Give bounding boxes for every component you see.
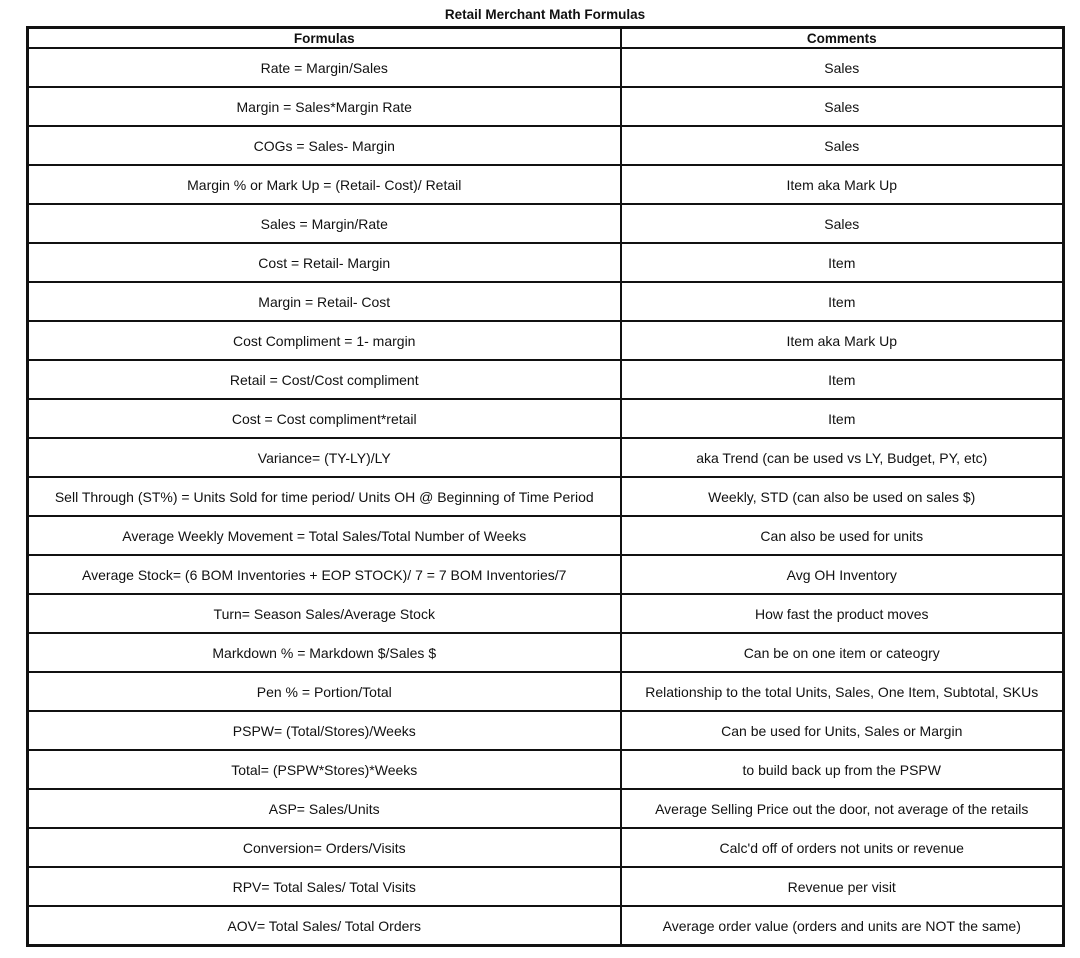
- formula-cell: Average Weekly Movement = Total Sales/Total Number of Weeks: [28, 516, 621, 555]
- table-row: [28, 516, 1064, 555]
- table-row: [28, 321, 1064, 360]
- formula-cell: Total= (PSPW*Stores)*Weeks: [28, 750, 621, 789]
- table-row: [28, 867, 1064, 906]
- formula-cell: Sales = Margin/Rate: [28, 204, 621, 243]
- table-row: [28, 750, 1064, 789]
- table-row: [28, 360, 1064, 399]
- table-row: [28, 555, 1064, 594]
- formula-cell: Markdown % = Markdown $/Sales $: [28, 633, 621, 672]
- comment-cell: Can be on one item or cateogry: [621, 633, 1064, 672]
- table-row: [28, 204, 1064, 243]
- formula-cell: ASP= Sales/Units: [28, 789, 621, 828]
- formula-cell: Turn= Season Sales/Average Stock: [28, 594, 621, 633]
- formulas-column-header: Formulas: [28, 28, 621, 49]
- table-row: [28, 48, 1064, 87]
- formula-cell: Sell Through (ST%) = Units Sold for time period/ Units OH @ Beginning of Time Period: [28, 477, 621, 516]
- comment-cell: Item: [621, 243, 1064, 282]
- comment-cell: How fast the product moves: [621, 594, 1064, 633]
- comment-cell: Sales: [621, 126, 1064, 165]
- formula-cell: COGs = Sales- Margin: [28, 126, 621, 165]
- table-row: [28, 243, 1064, 282]
- table-row: [28, 438, 1064, 477]
- comment-cell: Item aka Mark Up: [621, 321, 1064, 360]
- table-row: [28, 594, 1064, 633]
- formula-cell: PSPW= (Total/Stores)/Weeks: [28, 711, 621, 750]
- comment-cell: Item: [621, 360, 1064, 399]
- table-row: [28, 789, 1064, 828]
- comment-cell: Item: [621, 399, 1064, 438]
- table-row: [28, 906, 1064, 946]
- comments-column-header: Comments: [621, 28, 1064, 49]
- formula-cell: Margin = Sales*Margin Rate: [28, 87, 621, 126]
- table-row: [28, 282, 1064, 321]
- formula-cell: Cost Compliment = 1- margin: [28, 321, 621, 360]
- formula-cell: Average Stock= (6 BOM Inventories + EOP STOCK)/ 7 = 7 BOM Inventories/7: [28, 555, 621, 594]
- formulas-table: [26, 26, 1065, 947]
- formula-cell: Margin % or Mark Up = (Retail- Cost)/ Retail: [28, 165, 621, 204]
- comment-cell: Revenue per visit: [621, 867, 1064, 906]
- comment-cell: Item aka Mark Up: [621, 165, 1064, 204]
- comment-cell: Relationship to the total Units, Sales, One Item, Subtotal, SKUs: [621, 672, 1064, 711]
- document-title: Retail Merchant Math Formulas: [444, 7, 646, 22]
- table-row: [28, 633, 1064, 672]
- comment-cell: Can also be used for units: [621, 516, 1064, 555]
- comment-cell: Weekly, STD (can also be used on sales $): [621, 477, 1064, 516]
- comment-cell: Average order value (orders and units are NOT the same): [621, 906, 1064, 946]
- formula-cell: Margin = Retail- Cost: [28, 282, 621, 321]
- table-row: [28, 477, 1064, 516]
- table-header-row: [28, 28, 1064, 49]
- formula-cell: Conversion= Orders/Visits: [28, 828, 621, 867]
- table-row: [28, 87, 1064, 126]
- comment-cell: Can be used for Units, Sales or Margin: [621, 711, 1064, 750]
- comment-cell: Average Selling Price out the door, not average of the retails: [621, 789, 1064, 828]
- comment-cell: Item: [621, 282, 1064, 321]
- formula-cell: Rate = Margin/Sales: [28, 48, 621, 87]
- formula-cell: Retail = Cost/Cost compliment: [28, 360, 621, 399]
- formula-cell: Variance= (TY-LY)/LY: [28, 438, 621, 477]
- comment-cell: Sales: [621, 204, 1064, 243]
- table-row: [28, 828, 1064, 867]
- comment-cell: Calc'd off of orders not units or revenue: [621, 828, 1064, 867]
- formula-cell: Cost = Cost compliment*retail: [28, 399, 621, 438]
- comment-cell: Sales: [621, 48, 1064, 87]
- comment-cell: aka Trend (can be used vs LY, Budget, PY, etc): [621, 438, 1064, 477]
- formula-cell: Pen % = Portion/Total: [28, 672, 621, 711]
- comment-cell: to build back up from the PSPW: [621, 750, 1064, 789]
- table-row: [28, 126, 1064, 165]
- table-row: [28, 711, 1064, 750]
- formula-cell: AOV= Total Sales/ Total Orders: [28, 906, 621, 946]
- comment-cell: Sales: [621, 87, 1064, 126]
- table-row: [28, 399, 1064, 438]
- formula-cell: Cost = Retail- Margin: [28, 243, 621, 282]
- table-row: [28, 672, 1064, 711]
- table-row: [28, 165, 1064, 204]
- formula-cell: RPV= Total Sales/ Total Visits: [28, 867, 621, 906]
- comment-cell: Avg OH Inventory: [621, 555, 1064, 594]
